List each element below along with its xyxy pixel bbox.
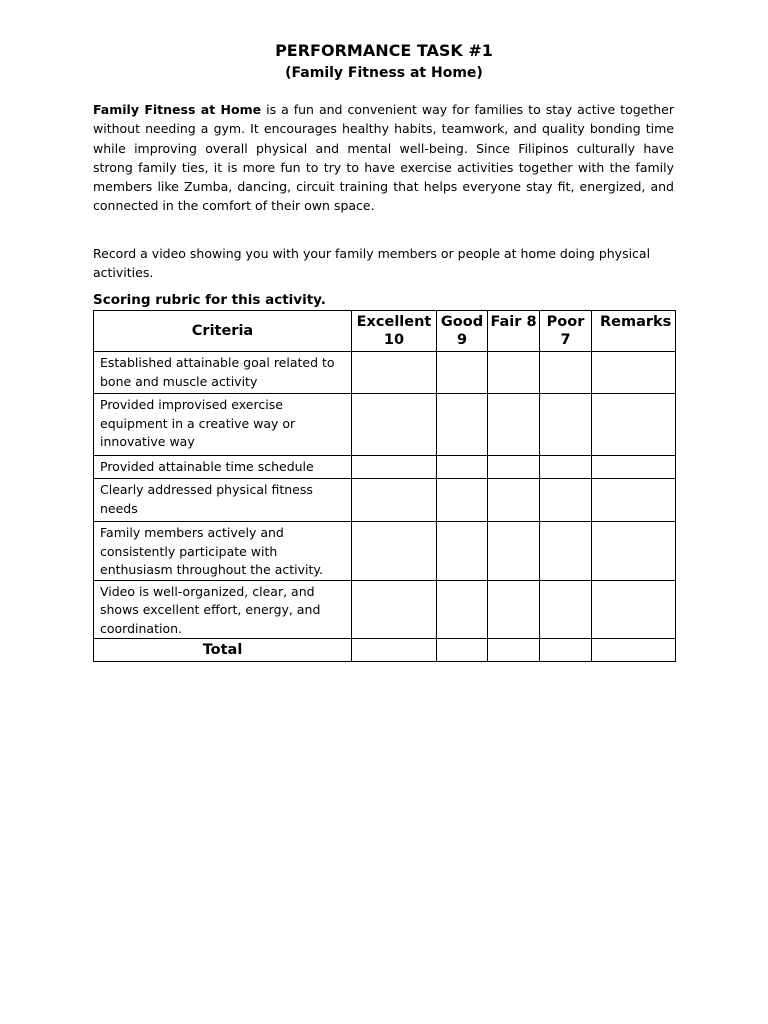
poor-header: Poor 7 (540, 311, 592, 352)
rubric-total-row (94, 639, 676, 662)
rubric-row (94, 479, 676, 522)
remarks-cell (592, 352, 676, 394)
instruction-paragraph: Record a video showing you with your family members or people at home doing physical activities. (93, 246, 651, 280)
poor-total-cell (540, 639, 592, 662)
excellent-total-cell (352, 639, 437, 662)
criterion-cell: Provided improvised exercise equipment in a creative way or innovative way (94, 394, 352, 456)
fair-header: Fair 8 (488, 311, 540, 352)
good-score-cell (437, 580, 488, 639)
remarks-cell (592, 394, 676, 456)
excellent-score-cell (352, 580, 437, 639)
remarks-header: Remarks (592, 311, 676, 352)
good-score-cell (437, 394, 488, 456)
poor-score-cell (540, 456, 592, 479)
fair-score-cell (488, 479, 540, 522)
rubric-table (93, 310, 676, 662)
rubric-row (94, 456, 676, 479)
excellent-score-cell (352, 352, 437, 394)
rubric-row (94, 394, 676, 456)
intro-lead: Family Fitness at Home (93, 102, 262, 117)
fair-score-cell (488, 394, 540, 456)
criterion-cell: Provided attainable time schedule (94, 456, 352, 479)
good-header: Good 9 (437, 311, 488, 352)
excellent-score-cell (352, 394, 437, 456)
good-score-cell (437, 522, 488, 581)
rubric-row (94, 352, 676, 394)
fair-score-cell (488, 456, 540, 479)
remarks-cell (592, 580, 676, 639)
total-label: Total (94, 639, 352, 662)
intro-body: is a fun and convenient way for families to stay active together without needing a gym. It encourages healthy habits, teamwork, and quality bonding time while improving overall physical and mental well-being. Since Filipinos culturally have strong family ties, it is more fun to try to have exercise activities together with the family members like Zumba, dancing, circuit training that helps everyone stay fit, energized, and connected in the comfort of their own space. (93, 102, 674, 214)
good-score-cell (437, 352, 488, 394)
good-score-cell (437, 456, 488, 479)
poor-score-cell (540, 479, 592, 522)
remarks-cell (592, 456, 676, 479)
rubric-heading: Scoring rubric for this activity. (93, 292, 326, 308)
criterion-cell: Established attainable goal related to bone and muscle activity (94, 352, 352, 394)
poor-score-cell (540, 580, 592, 639)
fair-score-cell (488, 580, 540, 639)
fair-total-cell (488, 639, 540, 662)
good-score-cell (437, 479, 488, 522)
poor-score-cell (540, 352, 592, 394)
fair-score-cell (488, 352, 540, 394)
remarks-cell (592, 522, 676, 581)
criterion-cell: Video is well-organized, clear, and shows excellent effort, energy, and coordination. (94, 580, 352, 639)
good-total-cell (437, 639, 488, 662)
excellent-score-cell (352, 456, 437, 479)
excellent-score-cell (352, 479, 437, 522)
intro-paragraph (93, 100, 674, 216)
fair-score-cell (488, 522, 540, 581)
rubric-row (94, 522, 676, 581)
remarks-cell (592, 479, 676, 522)
rubric-row (94, 580, 676, 639)
poor-score-cell (540, 394, 592, 456)
poor-score-cell (540, 522, 592, 581)
page-title: PERFORMANCE TASK #1 (275, 41, 493, 60)
remarks-total-cell (592, 639, 676, 662)
criterion-cell: Family members actively and consistently participate with enthusiasm throughout the activity. (94, 522, 352, 581)
criterion-cell: Clearly addressed physical fitness needs (94, 479, 352, 522)
excellent-score-cell (352, 522, 437, 581)
rubric-header-row (94, 311, 676, 352)
excellent-header: Excellent 10 (352, 311, 437, 352)
page-subtitle: (Family Fitness at Home) (285, 65, 483, 81)
criteria-header: Criteria (94, 311, 352, 352)
